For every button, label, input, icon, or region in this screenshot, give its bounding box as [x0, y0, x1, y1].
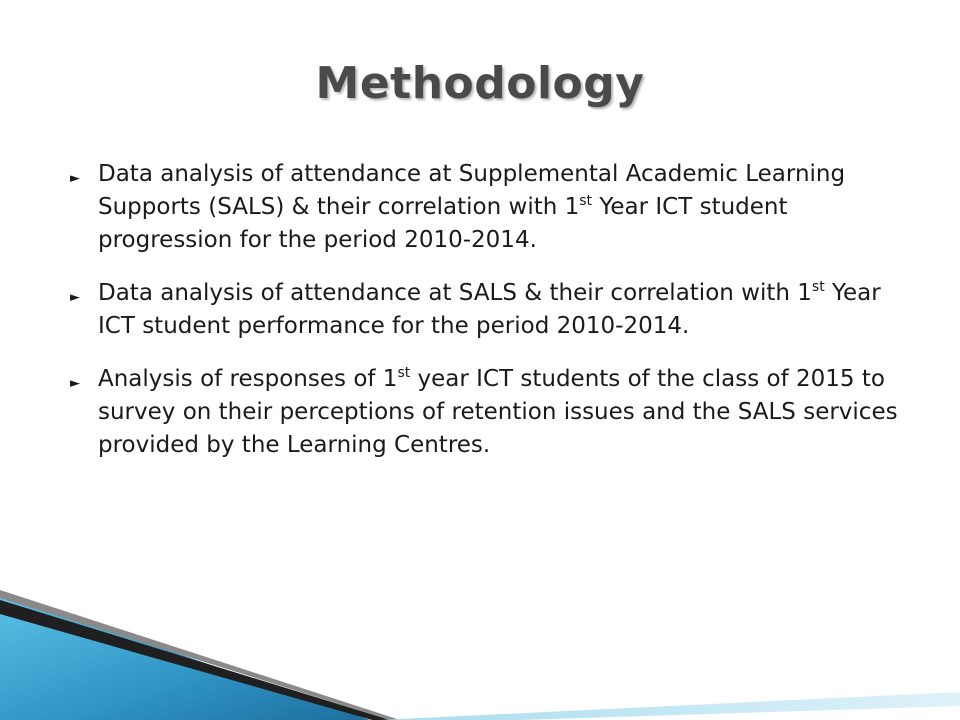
- bullet-text-before: Data analysis of attendance at Supplemental Academic Learning Supports (SALS) & their correlation with 1: [98, 161, 846, 220]
- bullet-item-1: [70, 158, 900, 257]
- bullet-item-2: [70, 277, 900, 343]
- bullet-superscript: st: [397, 365, 411, 381]
- bullet-superscript: st: [579, 193, 593, 209]
- bullet-text-after: Year ICT student progression for the period 2010-2014.: [98, 194, 788, 253]
- right-triangle-bullet-icon: ►: [70, 171, 80, 186]
- bullet-item-3: [70, 363, 900, 462]
- light-blue-sweep-shape: [380, 692, 960, 720]
- bullet-text-before: Data analysis of attendance at SALS & their correlation with 1: [98, 280, 812, 306]
- right-triangle-bullet-icon: ►: [70, 290, 80, 305]
- bullet-text-before: Analysis of responses of 1: [98, 366, 398, 392]
- footer-decoration: [0, 580, 960, 720]
- bullet-text-after: Year ICT student performance for the period 2010-2014.: [98, 280, 881, 339]
- slide-title: Methodology: [315, 58, 645, 109]
- right-triangle-bullet-icon: ►: [70, 376, 80, 391]
- bullet-list: [70, 158, 900, 482]
- bullet-text-after: year ICT students of the class of 2015 to survey on their perceptions of retention issues and the SALS services provided by the Learning Centres.: [98, 366, 898, 458]
- bullet-superscript: st: [811, 279, 825, 295]
